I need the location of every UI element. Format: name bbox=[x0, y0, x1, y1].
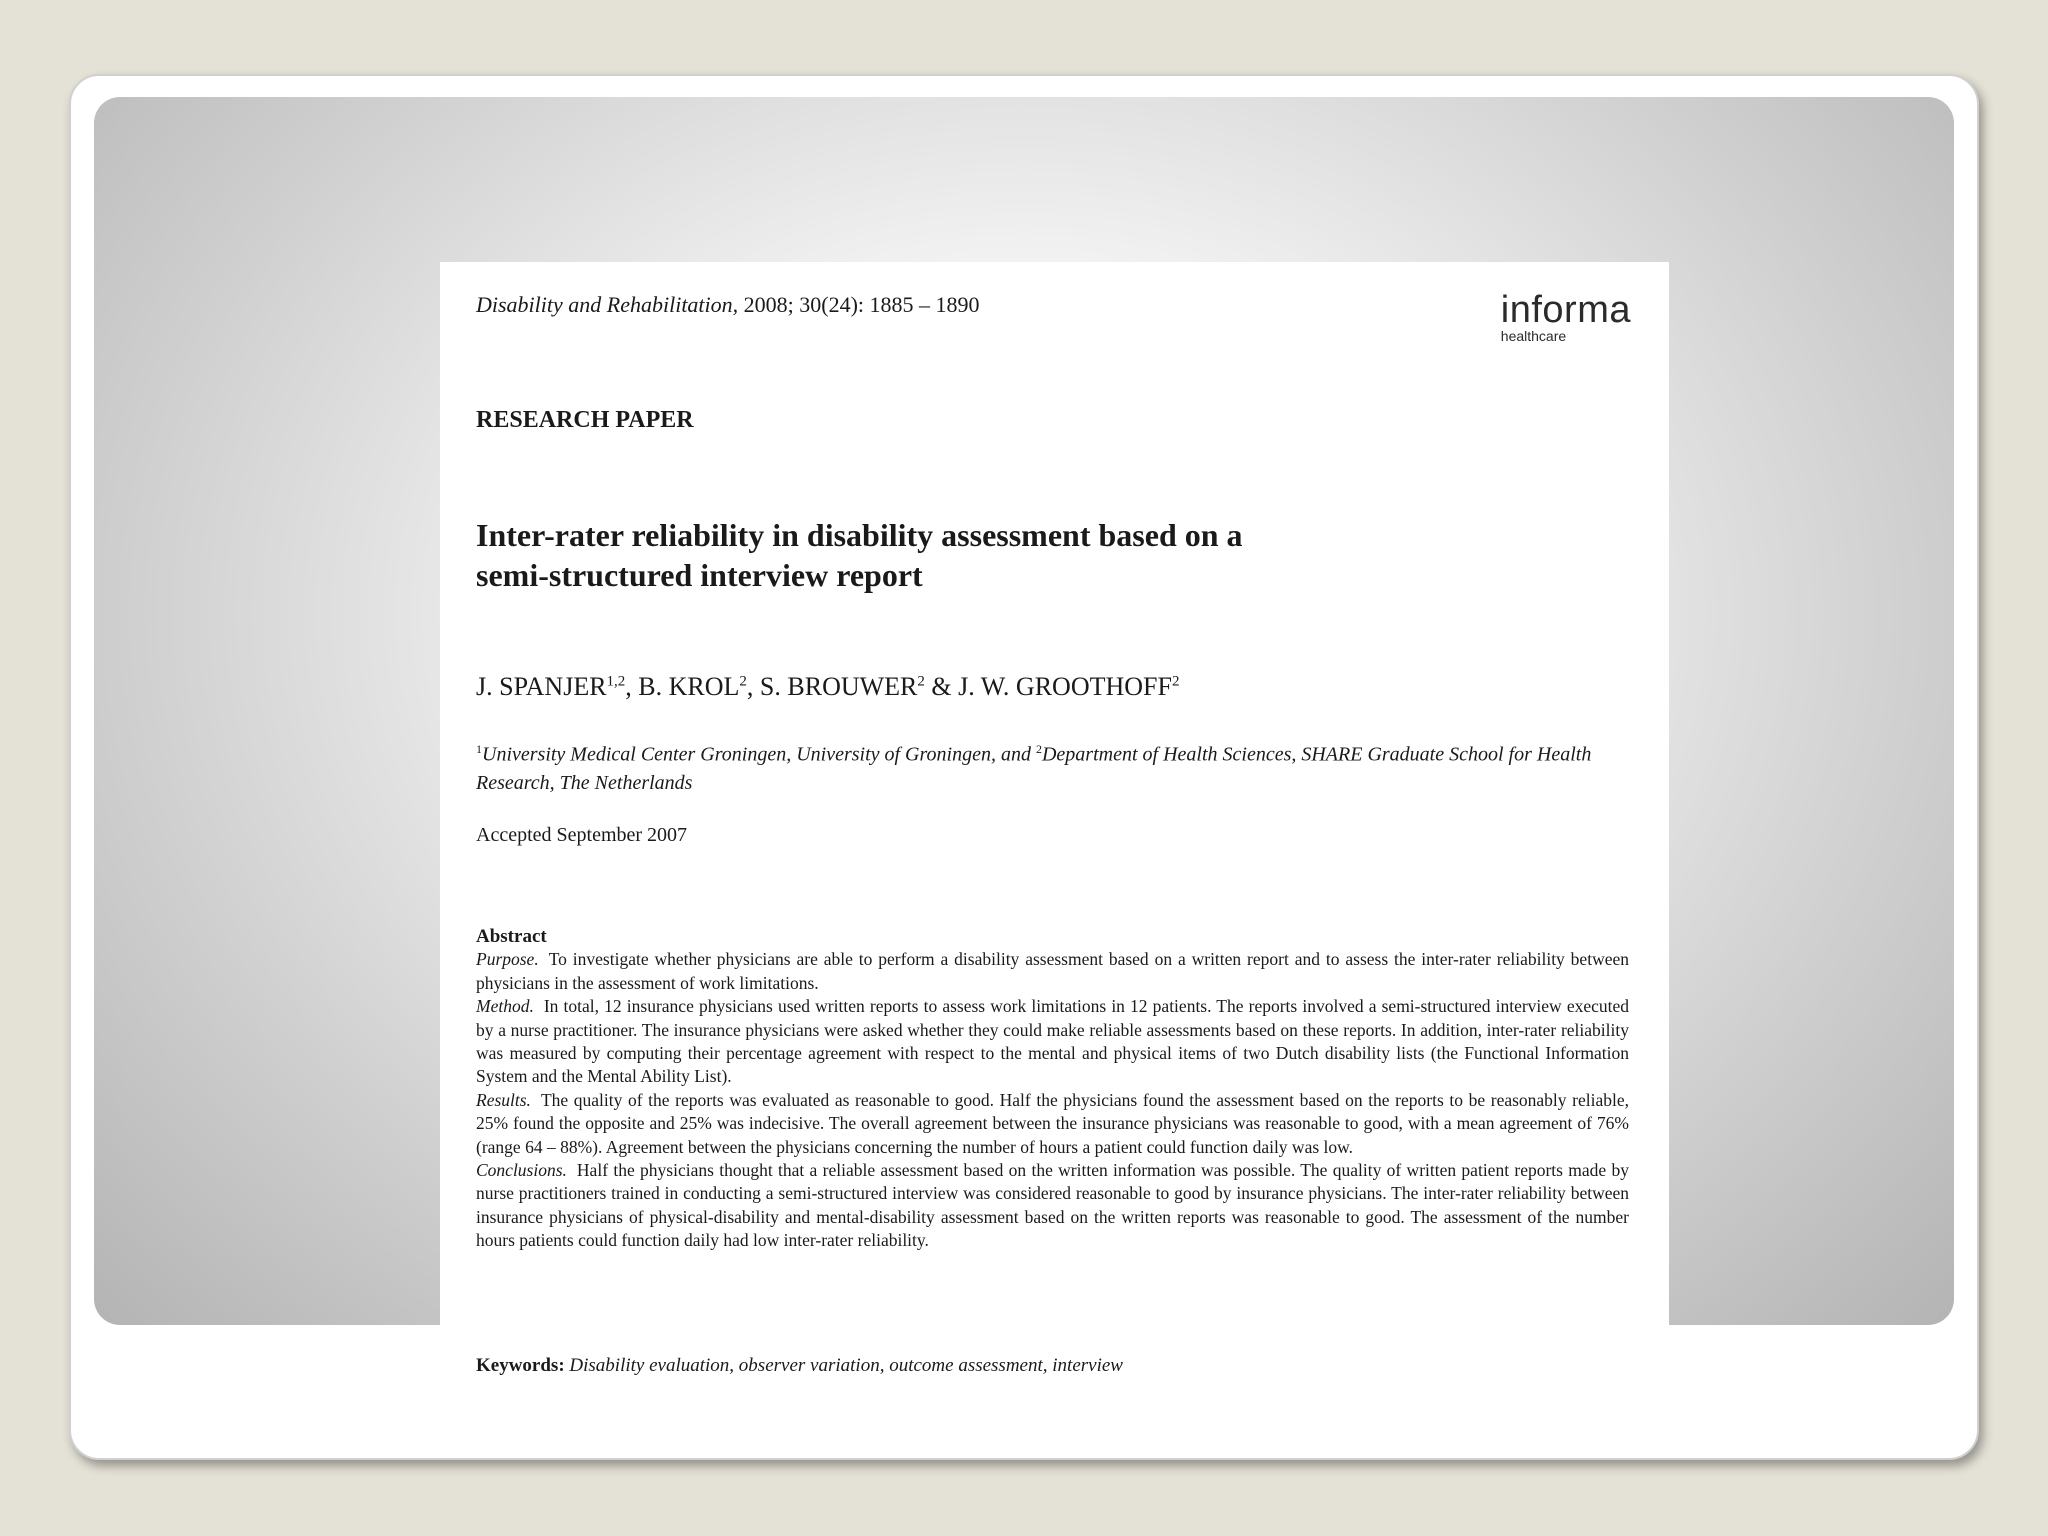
method-text: In total, 12 insurance physicians used written reports to assess work limitations in 12 patients. The reports involved a semi-structured interview executed by a nurse practitioner. The insurance physicians were asked whether they could make reliable assessments based on these reports. In addition, inter-rater reliability was measured by computing their percentage agreement with respect to the mental and physical items of two Dutch disability lists (the Functional Information System and the Mental Ability List). bbox=[476, 996, 1629, 1087]
keywords-label: Keywords: bbox=[476, 1355, 565, 1376]
affiliation-text: Department of Health Sciences, SHARE Graduate School for Health Research, The Netherlands bbox=[476, 743, 1592, 794]
author-affiliation-mark: 1,2 bbox=[606, 673, 626, 690]
paper-title bbox=[476, 515, 1476, 595]
author-name: J. SPANJER bbox=[476, 672, 607, 701]
conclusions-text: Half the physicians thought that a reliable assessment based on the written information was possible. The quality of written patient reports made by nurse practitioners trained in conducting a semi-structured interview was considered reasonable to good by insurance physicians. The inter-rater reliability between insurance physicians of physical-disability and mental-disability assessment based on the written reports was reasonable to good. The assessment of the number hours patients could function daily had low inter-rater reliability. bbox=[476, 1160, 1629, 1251]
abstract-heading: Abstract bbox=[476, 926, 547, 947]
paper-title-line-1: Inter-rater reliability in disability assessment based on a bbox=[476, 517, 1243, 553]
publisher-subtitle: healthcare bbox=[1500, 328, 1567, 344]
slide-content bbox=[94, 97, 1954, 1376]
abstract-conclusions bbox=[476, 1159, 1629, 1253]
method-label: Method. bbox=[476, 996, 534, 1017]
author-separator: , bbox=[746, 672, 760, 701]
results-text: The quality of the reports was evaluated as reasonable to good. Half the physicians found the assessment based on the reports to be reasonably reliable, 25% found the opposite and 25% was indecisive. The overall agreement between the insurance physicians was reasonable to good, with a mean agreement of 76% (range 64 – 88%). Agreement between the physicians concerning the number of hours a patient could function daily was low. bbox=[476, 1089, 1629, 1157]
paper-page-image bbox=[440, 262, 1669, 1403]
journal-name: Disability and Rehabilitation, bbox=[476, 292, 739, 317]
paper-title-line-2: semi-structured interview report bbox=[476, 557, 923, 593]
keywords bbox=[476, 1355, 1123, 1377]
abstract-method bbox=[476, 995, 1629, 1089]
affiliation-mark: 1 bbox=[476, 742, 482, 756]
author-affiliation-mark: 2 bbox=[1171, 673, 1180, 690]
purpose-label: Purpose. bbox=[476, 949, 539, 970]
results-label: Results. bbox=[476, 1089, 531, 1110]
affiliations bbox=[476, 735, 1636, 797]
conclusions-label: Conclusions. bbox=[476, 1160, 567, 1181]
affiliation-mark: 2 bbox=[1035, 742, 1042, 756]
purpose-text: To investigate whether physicians are able to perform a disability assessment based on a written report and to assess the inter-rater reliability between physicians in the assessment of work limitations. bbox=[476, 949, 1629, 993]
author-affiliation-mark: 2 bbox=[739, 673, 747, 690]
author-affiliation-mark: 2 bbox=[917, 673, 925, 690]
abstract-results bbox=[476, 1089, 1629, 1159]
author-name: S. BROUWER bbox=[759, 672, 918, 701]
article-type: RESEARCH PAPER bbox=[476, 407, 694, 433]
author-list bbox=[476, 672, 1179, 702]
journal-volume: 2008; 30(24): 1885 – 1890 bbox=[738, 292, 980, 317]
keywords-list: Disability evaluation, observer variation, outcome assessment, interview bbox=[569, 1355, 1123, 1376]
journal-citation bbox=[476, 292, 980, 318]
affiliation-text: University Medical Center Groningen, University of Groningen, and bbox=[482, 743, 1036, 766]
abstract bbox=[476, 925, 1629, 1253]
author-name: B. KROL bbox=[638, 672, 740, 701]
publisher-name: informa bbox=[1500, 289, 1631, 331]
author-separator: & bbox=[924, 672, 959, 701]
accepted-date: Accepted September 2007 bbox=[476, 824, 688, 846]
abstract-purpose bbox=[476, 948, 1629, 995]
author-separator: , bbox=[625, 672, 639, 701]
publisher-logo bbox=[1500, 289, 1631, 344]
author-name: J. W. GROOTHOFF bbox=[958, 672, 1172, 701]
